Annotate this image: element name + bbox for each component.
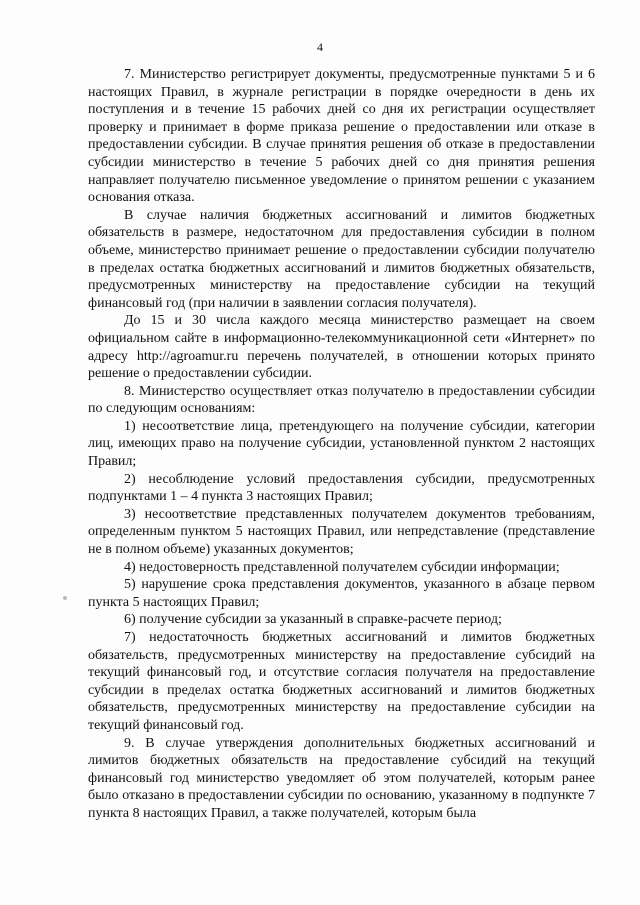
scan-speck xyxy=(63,596,67,600)
list-item-ground-6: 6) получение субсидии за указанный в справке-расчете период; xyxy=(124,612,502,628)
list-item-ground-5: 5) нарушение срока представления документов, указанного в абзаце первом пункта 5 настоящих Правил; xyxy=(88,577,595,610)
paragraph-insufficient-funds: В случае наличия бюджетных ассигнований и лимитов бюджетных обязательств в размере, недостаточном для предоставления субсидии в полном объеме, министерство принимает решение о предоставлении субсидии получателю в пределах остатка бюджетных ассигнований и лимитов бюджетных обязательств, предусмотренных министерству на предоставление субсидии на текущий финансовый год (при наличии в заявлении согласия получателя). xyxy=(88,207,595,311)
paragraph-7-registration: 7. Министерство регистрирует документы, предусмотренные пунктами 5 и 6 настоящих Правил, в журнале регистрации в порядке очередности в день их поступления и в течение 15 рабочих дней со дня их регистрации осуществляет проверку и принимает в форме приказа решение о предоставлении или отказе в предоставлении субсидии. В случае принятия решения об отказе в предоставлении субсидии министерство в течение 5 рабочих дней со дня принятия решения направляет получателю письменное уведомление о принятом решении с указанием основания отказа. xyxy=(88,67,595,206)
document-body xyxy=(88,66,595,823)
list-item-ground-4: 4) недостоверность представленной получателем субсидии информации; xyxy=(124,559,560,575)
paragraph-publication: До 15 и 30 числа каждого месяца министерство размещает на своем официальном сайте в информационно-телекоммуникационной сети «Интернет» по адресу http://agroamur.ru перечень получателей, в отношении которых принято решение о предоставлении субсидии. xyxy=(88,313,595,382)
list-item-ground-1: 1) несоответствие лица, претендующего на получение субсидии, категории лиц, имеющих право на получение субсидии, установленной пунктом 2 настоящих Правил; xyxy=(88,418,595,470)
list-item-ground-7: 7) недостаточность бюджетных ассигнований и лимитов бюджетных обязательств, предусмотренных министерству на предоставление субсидий на текущий финансовый год, и отсутствие согласия получателя на предоставление субсидии в пределах остатка бюджетных ассигнований и лимитов бюджетных обязательств, предусмотренных министерству на предоставление субсидии на текущий финансовый год. xyxy=(88,630,595,733)
page-number: 4 xyxy=(317,40,323,54)
paragraph-8-refusal-grounds: 8. Министерство осуществляет отказ получателю в предоставлении субсидии по следующим основаниям: xyxy=(88,383,595,417)
list-item-ground-2: 2) несоблюдение условий предоставления субсидии, предусмотренных подпунктами 1 – 4 пункта 3 настоящих Правил; xyxy=(88,471,595,505)
paragraph-9-additional-funds: 9. В случае утверждения дополнительных бюджетных ассигнований и лимитов бюджетных обязательств на предоставление субсидий на текущий финансовый год министерство уведомляет об этом получателей, которым ранее было отказано в предоставлении субсидии по основанию, указанному в подпункте 7 пункта 8 настоящих Правил, а также получателей, которым была xyxy=(88,735,595,821)
list-item-ground-3: 3) несоответствие представленных получателем документов требованиям, определенным пунктом 5 настоящих Правил, или непредставление (представление не в полном объеме) указанных документов; xyxy=(88,506,595,558)
